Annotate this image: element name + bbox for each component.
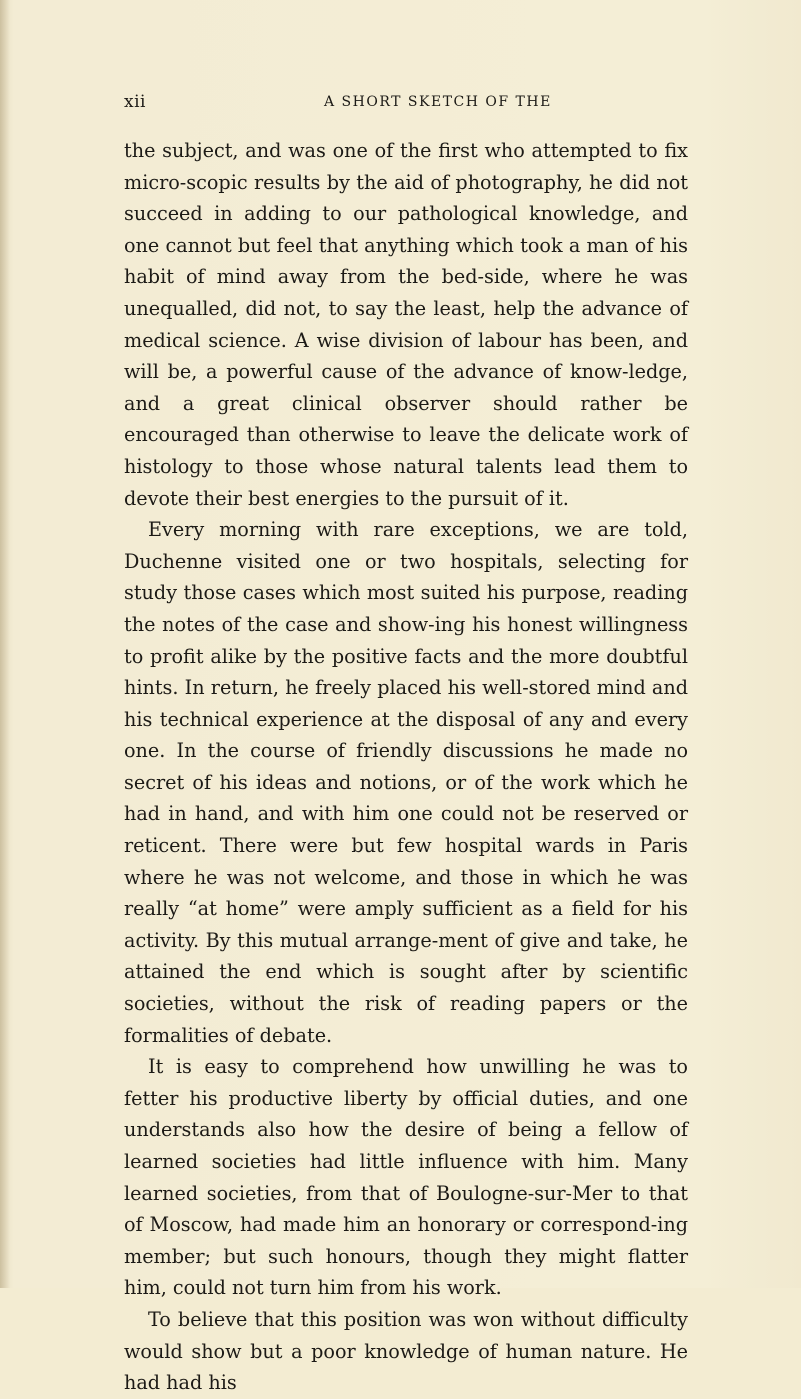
running-head: A SHORT SKETCH OF THE [324,94,552,110]
paragraph-4: To believe that this position was won without difficulty would show but a poor knowledge of human nature. He had had his [124,1307,688,1395]
paragraph-3: It is easy to comprehend how unwilling he was to fetter his productive liberty by official duties, and one understands also how the desire of being a fellow of learned societies had little influence with him. Many learned societies, from that of Boulogne-sur-Mer to that of Moscow, had made him an honorary or correspond-ing member; but such honours, though they might flatter him, could not turn him from his work. [124,1055,688,1300]
page-number: xii [124,92,146,112]
paragraph-2: Every morning with rare exceptions, we are told, Duchenne visited one or two hospitals, selecting for study those cases which most suited his purpose, reading the notes of the case and show-ing his honest willingness to profit alike by the positive facts and the more doubtful hints. In return, he freely placed his well-stored mind and his technical experience at the disposal of any and every one. In the course of friendly discussions he made no secret of his ideas and notions, or of the work which he had in hand, and with him one could not be reserved or reticent. There were but few hospital wards in Paris where he was not welcome, and those in which he was really “at home” were amply sufficient as a field for his activity. By this mutual arrange-ment of give and take, he attained the end which is sought after by scientific societies, without the risk of reading papers or the formalities of debate. [124,518,688,1047]
page-header [124,92,684,116]
paragraph-1: the subject, and was one of the first who attempted to fix micro-scopic results by the aid of photography, he did not succeed in adding to our pathological knowledge, and one cannot but feel that anything which took a man of his habit of mind away from the bed-side, where he was unequalled, did not, to say the least, help the advance of medical science. A wise division of labour has been, and will be, a powerful cause of the advance of know-ledge, and a great clinical observer should rather be encouraged than otherwise to leave the delicate work of histology to those whose natural talents lead them to devote their best energies to the pursuit of it. [124,139,688,510]
gutter-shadow [0,0,10,1288]
body-text [124,135,688,1399]
